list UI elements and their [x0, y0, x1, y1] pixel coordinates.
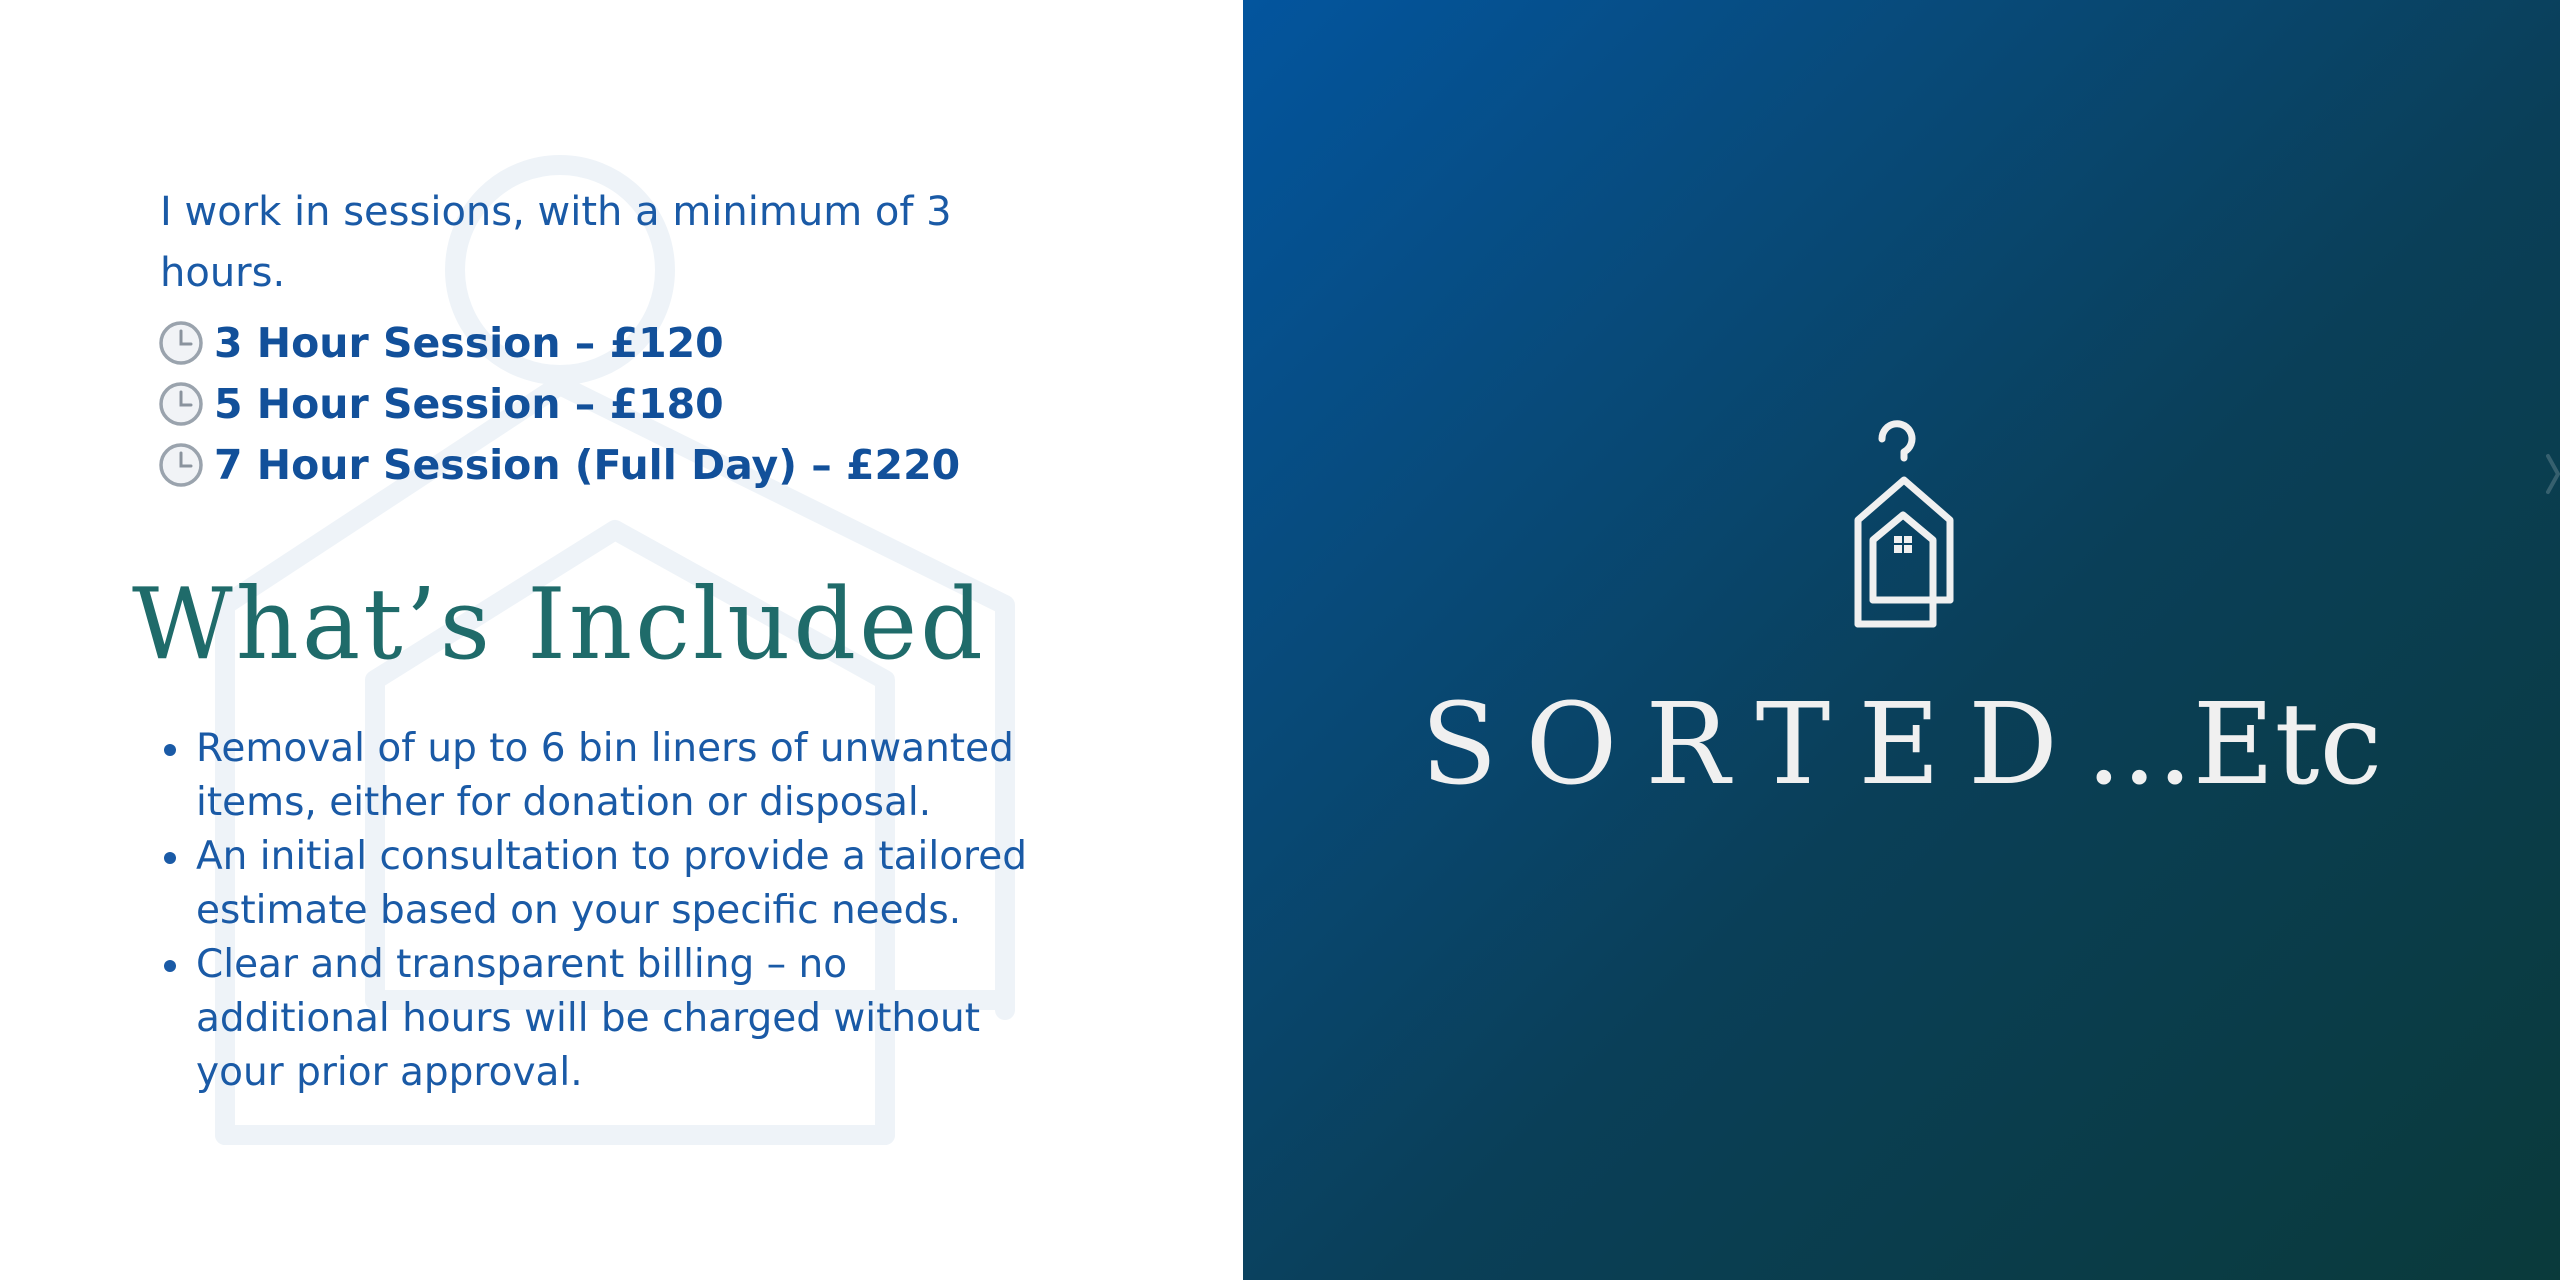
chevron-right-icon	[2546, 450, 2560, 498]
included-item-text: Removal of up to 6 bin liners of unwanted items, either for donation or disposal.	[196, 726, 1014, 825]
included-item-text: An initial consultation to provide a tailored estimate based on your specific needs.	[196, 834, 1027, 933]
session-price-label: 5 Hour Session – £180	[214, 379, 724, 428]
session-price-item	[158, 373, 960, 434]
session-intro-text: I work in sessions, with a minimum of 3 hours.	[160, 189, 952, 296]
info-panel	[0, 0, 1243, 1280]
included-item-text: Clear and transparent billing – no additional hours will be charged without your prior approval.	[196, 942, 980, 1095]
clock-icon	[158, 442, 204, 488]
included-list-item	[160, 830, 1040, 938]
bullet-icon	[164, 852, 176, 864]
included-list	[160, 722, 1040, 1100]
session-price-item	[158, 434, 960, 495]
brand-name-spaced: SORTED	[1420, 680, 2086, 810]
bullet-icon	[164, 744, 176, 756]
brand-name-suffix: ...Etc	[2085, 680, 2383, 810]
session-price-list	[158, 312, 960, 495]
included-list-item	[160, 722, 1040, 830]
bullet-icon	[164, 960, 176, 972]
brand-wordmark	[1243, 680, 2560, 810]
house-hanger-logo-icon	[1798, 400, 1998, 640]
brand-panel	[1243, 0, 2560, 1280]
session-price-label: 7 Hour Session (Full Day) – £220	[214, 440, 961, 489]
whats-included-heading: What’s Included	[132, 568, 986, 682]
included-list-item	[160, 938, 1040, 1100]
session-price-label: 3 Hour Session – £120	[214, 318, 724, 367]
clock-icon	[158, 381, 204, 427]
clock-icon	[158, 320, 204, 366]
session-price-item	[158, 312, 960, 373]
